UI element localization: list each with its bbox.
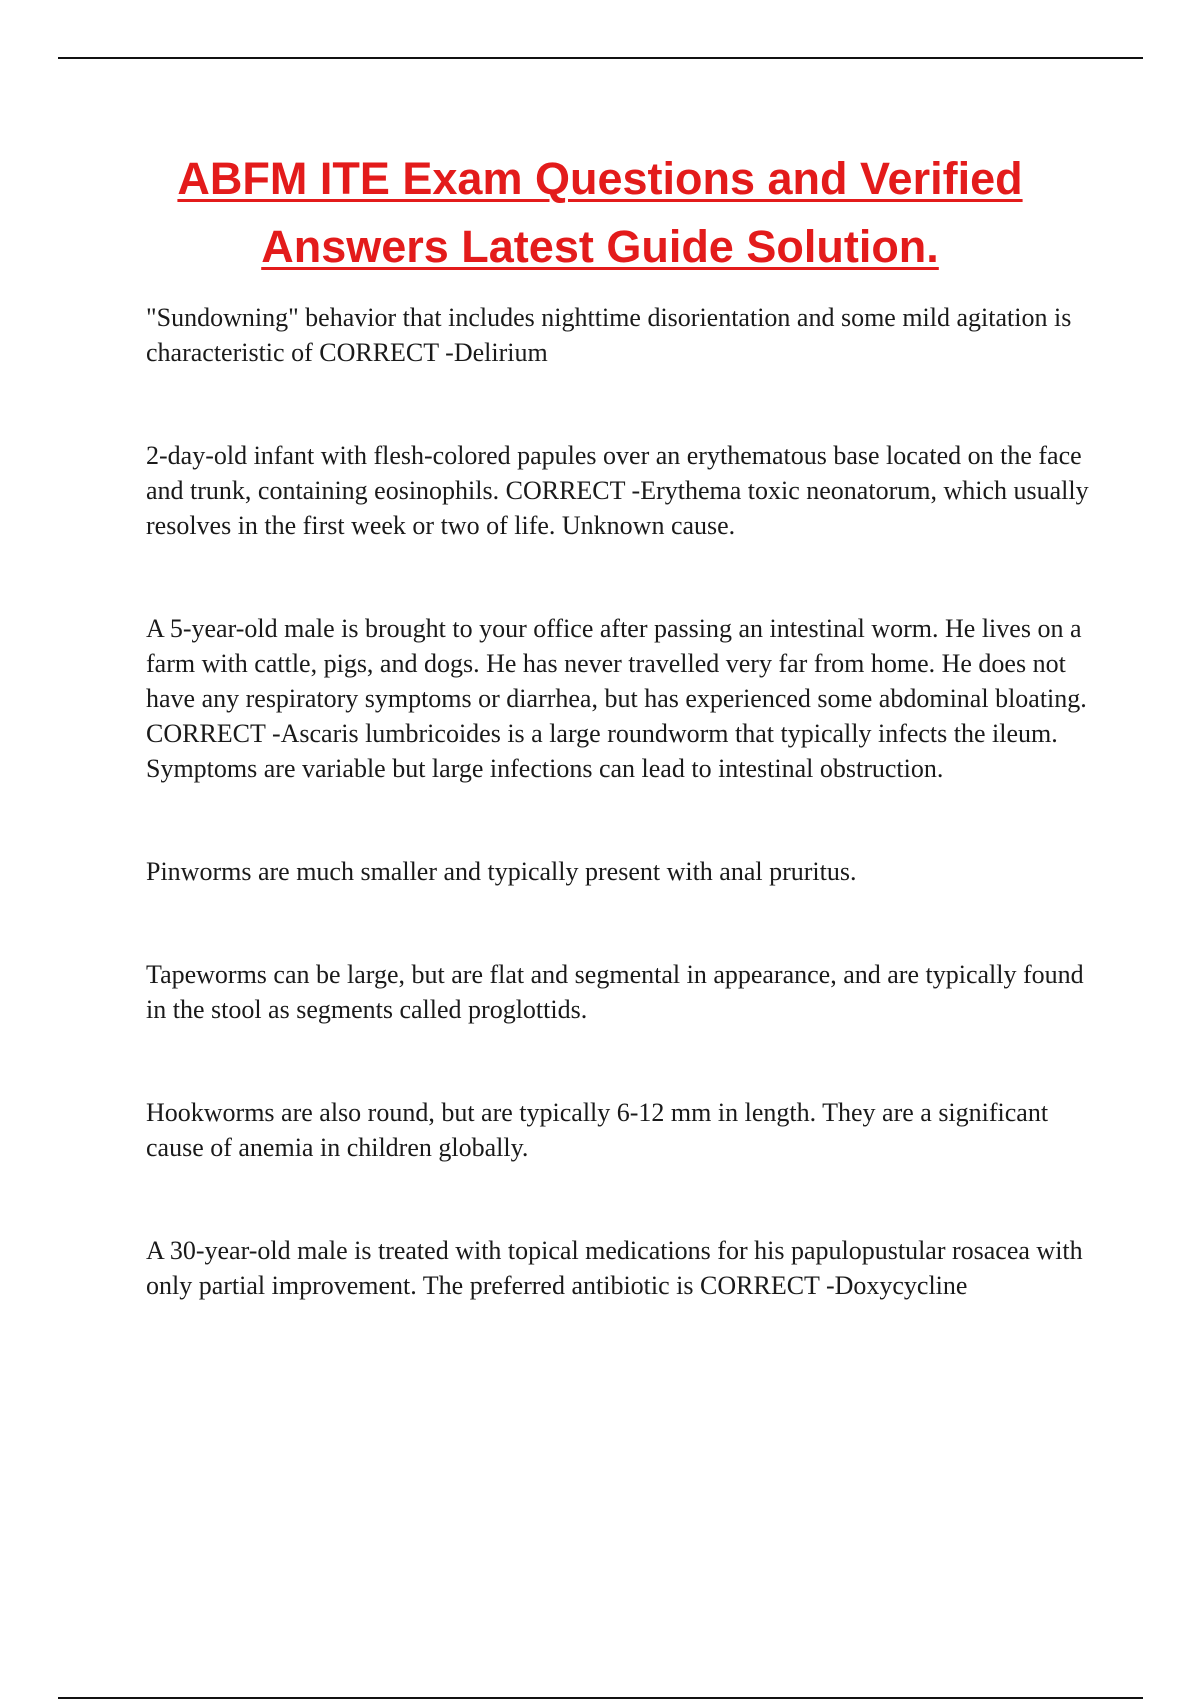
title-line-1: ABFM ITE Exam Questions and Verified: [177, 153, 1023, 204]
question-list: [146, 300, 1091, 1371]
question-entry: A 5-year-old male is brought to your office after passing an intestinal worm. He lives on a farm with cattle, pigs, and dogs. He has never travelled very far from home. He does not have any respiratory symptoms or diarrhea, but has experienced some abdominal bloating. CORRECT -Ascaris lumbricoides is a large roundworm that typically infects the ileum. Symptoms are variable but large infections can lead to intestinal obstruction.: [146, 614, 1087, 783]
page-title: [100, 145, 1100, 281]
question-entry: Pinworms are much smaller and typically present with anal pruritus.: [146, 857, 857, 886]
header-rule: [58, 57, 1143, 59]
question-entry: "Sundowning" behavior that includes nighttime disorientation and some mild agitation is characteristic of CORRECT -Delirium: [146, 303, 1072, 367]
title-line-2: Answers Latest Guide Solution.: [261, 221, 939, 272]
question-entry: Hookworms are also round, but are typically 6-12 mm in length. They are a significant cause of anemia in children globally.: [146, 1098, 1049, 1162]
footer-rule: [58, 1697, 1143, 1699]
question-entry: A 30-year-old male is treated with topical medications for his papulopustular rosacea with only partial improvement. The preferred antibiotic is CORRECT -Doxycycline: [146, 1236, 1083, 1300]
question-entry: 2-day-old infant with flesh-colored papules over an erythematous base located on the face and trunk, containing eosinophils. CORRECT -Erythema toxic neonatorum, which usually resolves in the first week or two of life. Unknown cause.: [146, 441, 1089, 540]
question-entry: Tapeworms can be large, but are flat and segmental in appearance, and are typically found in the stool as segments called proglottids.: [146, 960, 1084, 1024]
